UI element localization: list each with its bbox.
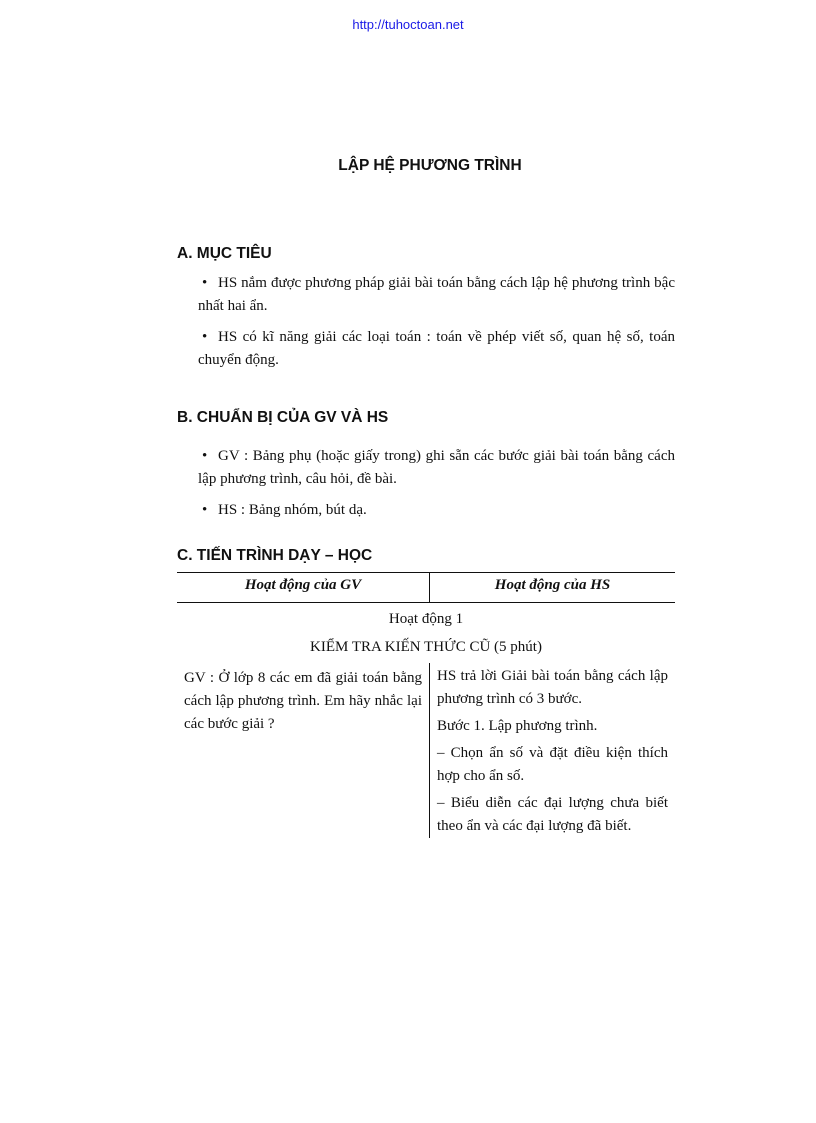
- column-header-gv: Hoạt động của GV: [244, 577, 362, 593]
- bullet-dot-icon: •: [202, 502, 208, 518]
- bullet-text: HS : Bảng nhóm, bút dạ.: [218, 502, 367, 518]
- bullet-text: HS nắm được phương pháp giải bài toán bằng cách lập hệ phương trình bậc nhất hai ẩn.: [198, 275, 675, 314]
- section-a-heading: A. MỤC TIÊU: [177, 245, 272, 262]
- bullet-text: GV : Bảng phụ (hoặc giấy trong) ghi sẵn các bước giải bài toán bằng cách lập phương trình, câu hỏi, đề bài.: [198, 448, 675, 487]
- bullet-dot-icon: •: [202, 275, 208, 291]
- section-b-bullet-1: [198, 445, 675, 491]
- section-a-bullet-1: [198, 272, 675, 318]
- table-column-divider: [429, 663, 430, 838]
- bullet-dot-icon: •: [202, 329, 208, 345]
- table-header-rule: [177, 602, 675, 603]
- section-b-bullet-2: [198, 499, 675, 522]
- hs-paragraph: – Chọn ẩn số và đặt điều kiện thích hợp cho ẩn số.: [437, 745, 668, 784]
- bullet-dot-icon: •: [202, 448, 208, 464]
- activity-label: Hoạt động 1: [388, 611, 464, 627]
- hs-paragraph: HS trả lời Giải bài toán bằng cách lập phương trình có 3 bước.: [437, 668, 668, 707]
- table-top-rule: [177, 572, 675, 573]
- source-url-link[interactable]: http://tuhoctoan.net: [352, 17, 464, 32]
- hs-paragraph: – Biểu diễn các đại lượng chưa biết theo ẩn và các đại lượng đã biết.: [437, 795, 668, 834]
- hs-activity-cell: [437, 665, 668, 842]
- section-c-heading: C. TIẾN TRÌNH DẠY – HỌC: [177, 547, 373, 564]
- section-a-bullet-2: [198, 326, 675, 372]
- hs-paragraph: Bước 1. Lập phương trình.: [437, 718, 598, 734]
- activity-title: KIỂM TRA KIẾN THỨC CŨ (5 phút): [310, 639, 542, 655]
- page-title: LẬP HỆ PHƯƠNG TRÌNH: [338, 157, 522, 174]
- gv-activity-text: GV : Ở lớp 8 các em đã giải toán bằng cách lập phương trình. Em hãy nhắc lại các bước giải ?: [184, 670, 422, 732]
- section-b-heading: B. CHUẨN BỊ CỦA GV VÀ HS: [177, 409, 389, 426]
- bullet-text: HS có kĩ năng giải các loại toán : toán về phép viết số, quan hệ số, toán chuyển động.: [198, 329, 675, 368]
- column-header-hs: Hoạt động của HS: [494, 577, 611, 593]
